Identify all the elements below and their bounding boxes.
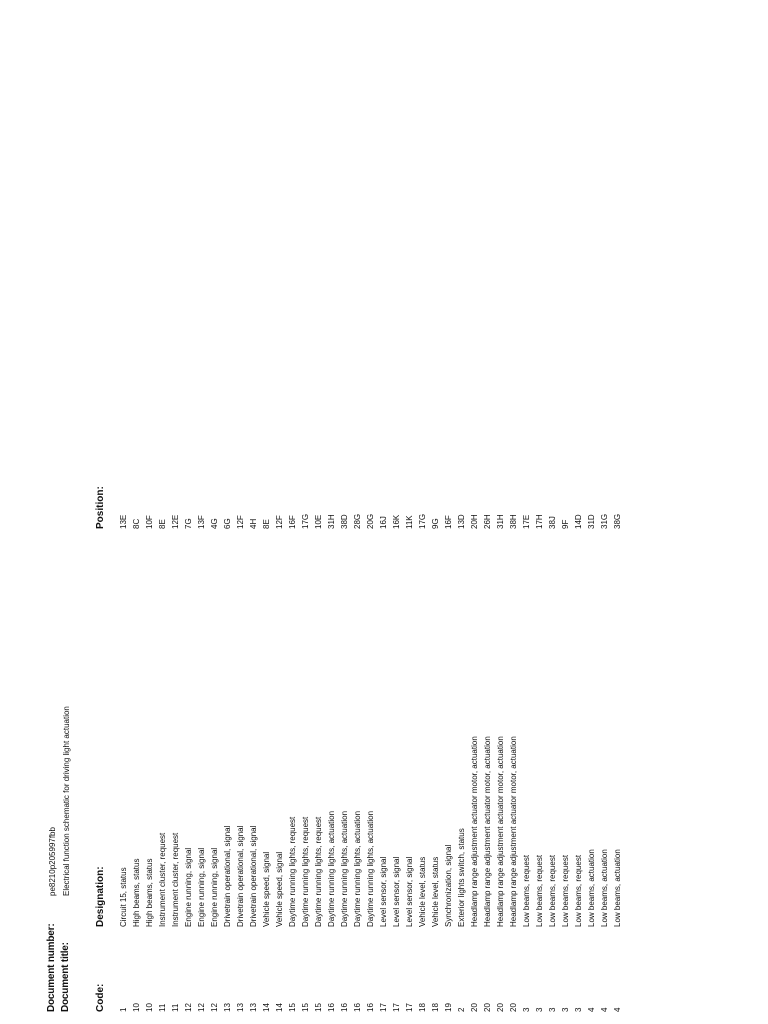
- row-position: 17E: [522, 514, 531, 529]
- row-code: 18: [431, 1003, 440, 1012]
- row-position: 31H: [496, 514, 505, 529]
- table-row: [508, 0, 521, 1024]
- row-code: 10: [145, 1003, 154, 1012]
- table-row: [170, 0, 183, 1024]
- table-row: [339, 0, 352, 1024]
- table-row: [118, 0, 131, 1024]
- row-position: 20H: [470, 514, 479, 529]
- row-code: 3: [522, 1007, 531, 1012]
- row-code: 14: [262, 1003, 271, 1012]
- row-code: 15: [301, 1003, 310, 1012]
- row-code: 3: [535, 1007, 544, 1012]
- table-row: [378, 0, 391, 1024]
- row-position: 31G: [600, 513, 609, 529]
- row-designation: Headlamp range adjustment actuator motor, actuation: [496, 736, 505, 927]
- row-designation: Level sensor, signal: [379, 856, 388, 927]
- table-row: [469, 0, 482, 1024]
- row-position: 17H: [535, 514, 544, 529]
- code-column-header: Code:: [95, 983, 106, 1012]
- row-position: 17G: [418, 513, 427, 529]
- row-designation: Daytime running lights, request: [314, 816, 323, 927]
- row-code: 14: [275, 1003, 284, 1012]
- row-designation: Level sensor, signal: [405, 856, 414, 927]
- table-row: [235, 0, 248, 1024]
- row-position: 4G: [210, 518, 219, 529]
- row-designation: Exterior lights switch, status: [457, 828, 466, 927]
- row-designation: High beams, status: [132, 858, 141, 927]
- row-position: 38J: [548, 516, 557, 529]
- table-row: [404, 0, 417, 1024]
- row-code: 13: [249, 1003, 258, 1012]
- table-row: [521, 0, 534, 1024]
- row-code: 18: [418, 1003, 427, 1012]
- row-designation: Vehicle speed, signal: [275, 851, 284, 927]
- table-row: [417, 0, 430, 1024]
- table-row: [612, 0, 625, 1024]
- row-designation: Low beams, request: [535, 854, 544, 927]
- row-code: 20: [470, 1003, 479, 1012]
- row-designation: Vehicle level, status: [418, 856, 427, 927]
- row-position: 13F: [197, 515, 206, 529]
- row-position: 4H: [249, 518, 258, 529]
- row-position: 9G: [431, 518, 440, 529]
- row-position: 6G: [223, 518, 232, 529]
- table-row: [209, 0, 222, 1024]
- table-row: [261, 0, 274, 1024]
- document-number-value: pe8210p205997fbb: [48, 827, 57, 896]
- row-code: 17: [379, 1003, 388, 1012]
- row-position: 13E: [119, 514, 128, 529]
- row-position: 31H: [327, 514, 336, 529]
- row-code: 1: [119, 1007, 128, 1012]
- row-code: 16: [353, 1003, 362, 1012]
- table-row: [573, 0, 586, 1024]
- row-designation: Daytime running lights, request: [288, 816, 297, 927]
- table-row: [456, 0, 469, 1024]
- row-code: 15: [288, 1003, 297, 1012]
- designation-column-header: Designation:: [95, 866, 106, 927]
- row-designation: Drivetrain operational, signal: [236, 825, 245, 927]
- table-row: [560, 0, 573, 1024]
- row-designation: Low beams, actuation: [613, 849, 622, 927]
- table-row: [352, 0, 365, 1024]
- row-designation: Circuit 15, status: [119, 867, 128, 927]
- row-code: 16: [340, 1003, 349, 1012]
- row-designation: Low beams, actuation: [600, 849, 609, 927]
- row-code: 12: [210, 1003, 219, 1012]
- row-code: 19: [444, 1003, 453, 1012]
- row-designation: Low beams, actuation: [587, 849, 596, 927]
- row-code: 13: [223, 1003, 232, 1012]
- row-code: 11: [171, 1003, 180, 1012]
- row-designation: Synchronization, signal: [444, 844, 453, 927]
- document-title-label: Document title:: [60, 942, 71, 1012]
- row-designation: Headlamp range adjustment actuator motor, actuation: [470, 736, 479, 927]
- table-row: [287, 0, 300, 1024]
- row-position: 8E: [262, 519, 271, 529]
- row-position: 28G: [353, 513, 362, 529]
- row-position: 11K: [405, 515, 414, 529]
- row-position: 20G: [366, 513, 375, 529]
- row-code: 12: [184, 1003, 193, 1012]
- row-designation: Daytime running lights, actuation: [327, 810, 336, 927]
- row-code: 4: [600, 1007, 609, 1012]
- row-position: 16F: [444, 515, 453, 529]
- row-designation: Low beams, request: [522, 854, 531, 927]
- table-row: [144, 0, 157, 1024]
- table-row: [391, 0, 404, 1024]
- row-position: 38D: [340, 514, 349, 529]
- row-position: 38G: [613, 513, 622, 529]
- row-designation: Engine running, signal: [184, 847, 193, 927]
- row-code: 16: [366, 1003, 375, 1012]
- row-designation: Daytime running lights, request: [301, 816, 310, 927]
- row-position: 31D: [587, 514, 596, 529]
- table-row: [365, 0, 378, 1024]
- table-row: [534, 0, 547, 1024]
- row-code: 2: [457, 1007, 466, 1012]
- table-row: [313, 0, 326, 1024]
- table-row: [547, 0, 560, 1024]
- row-designation: Engine running, signal: [210, 847, 219, 927]
- table-row: [183, 0, 196, 1024]
- row-position: 14D: [574, 514, 583, 529]
- row-code: 11: [158, 1003, 167, 1012]
- row-designation: Low beams, request: [574, 854, 583, 927]
- row-position: 8C: [132, 518, 141, 529]
- row-position: 12E: [171, 514, 180, 529]
- row-position: 16F: [288, 515, 297, 529]
- table-row: [430, 0, 443, 1024]
- table-row: [222, 0, 235, 1024]
- row-code: 4: [587, 1007, 596, 1012]
- row-code: 4: [613, 1007, 622, 1012]
- row-designation: Daytime running lights, actuation: [353, 810, 362, 927]
- row-designation: Vehicle speed, signal: [262, 851, 271, 927]
- row-designation: Low beams, request: [561, 854, 570, 927]
- row-designation: Headlamp range adjustment actuator motor, actuation: [509, 736, 518, 927]
- row-code: 15: [314, 1003, 323, 1012]
- table-row: [482, 0, 495, 1024]
- row-code: 3: [574, 1007, 583, 1012]
- table-row: [157, 0, 170, 1024]
- table-row: [326, 0, 339, 1024]
- row-position: 9F: [561, 519, 570, 529]
- document-title-value: Electrical function schematic for driving light actuation: [62, 706, 71, 896]
- row-code: 3: [561, 1007, 570, 1012]
- row-designation: Instrument cluster, request: [158, 832, 167, 927]
- row-code: 3: [548, 1007, 557, 1012]
- row-code: 17: [392, 1003, 401, 1012]
- row-position: 16K: [392, 514, 401, 529]
- row-position: 13D: [457, 514, 466, 529]
- row-designation: Headlamp range adjustment actuator motor, actuation: [483, 736, 492, 927]
- row-position: 10E: [314, 514, 323, 529]
- row-code: 17: [405, 1003, 414, 1012]
- table-row: [495, 0, 508, 1024]
- row-code: 10: [132, 1003, 141, 1012]
- row-designation: High beams, status: [145, 858, 154, 927]
- row-position: 7G: [184, 518, 193, 529]
- row-position: 17G: [301, 513, 310, 529]
- row-position: 38H: [509, 514, 518, 529]
- row-position: 12F: [275, 515, 284, 529]
- row-position: 26H: [483, 514, 492, 529]
- document-number-label: Document number:: [46, 923, 57, 1012]
- table-row: [196, 0, 209, 1024]
- row-designation: Daytime running lights, actuation: [366, 810, 375, 927]
- row-designation: Daytime running lights, actuation: [340, 810, 349, 927]
- row-designation: Instrument cluster, request: [171, 832, 180, 927]
- row-designation: Drivetrain operational, signal: [223, 825, 232, 927]
- row-designation: Vehicle level, status: [431, 856, 440, 927]
- table-row: [586, 0, 599, 1024]
- row-designation: Drivetrain operational, signal: [249, 825, 258, 927]
- row-code: 20: [496, 1003, 505, 1012]
- row-position: 12F: [236, 515, 245, 529]
- row-position: 10F: [145, 515, 154, 529]
- table-row: [443, 0, 456, 1024]
- table-row: [300, 0, 313, 1024]
- row-designation: Engine running, signal: [197, 847, 206, 927]
- row-position: 8E: [158, 519, 167, 529]
- table-row: [599, 0, 612, 1024]
- row-position: 16J: [379, 516, 388, 529]
- table-row: [248, 0, 261, 1024]
- row-designation: Level sensor, signal: [392, 856, 401, 927]
- position-column-header: Position:: [95, 486, 106, 529]
- table-row: [131, 0, 144, 1024]
- row-code: 16: [327, 1003, 336, 1012]
- table-row: [274, 0, 287, 1024]
- row-designation: Low beams, request: [548, 854, 557, 927]
- row-code: 20: [483, 1003, 492, 1012]
- row-code: 12: [197, 1003, 206, 1012]
- row-code: 20: [509, 1003, 518, 1012]
- row-code: 13: [236, 1003, 245, 1012]
